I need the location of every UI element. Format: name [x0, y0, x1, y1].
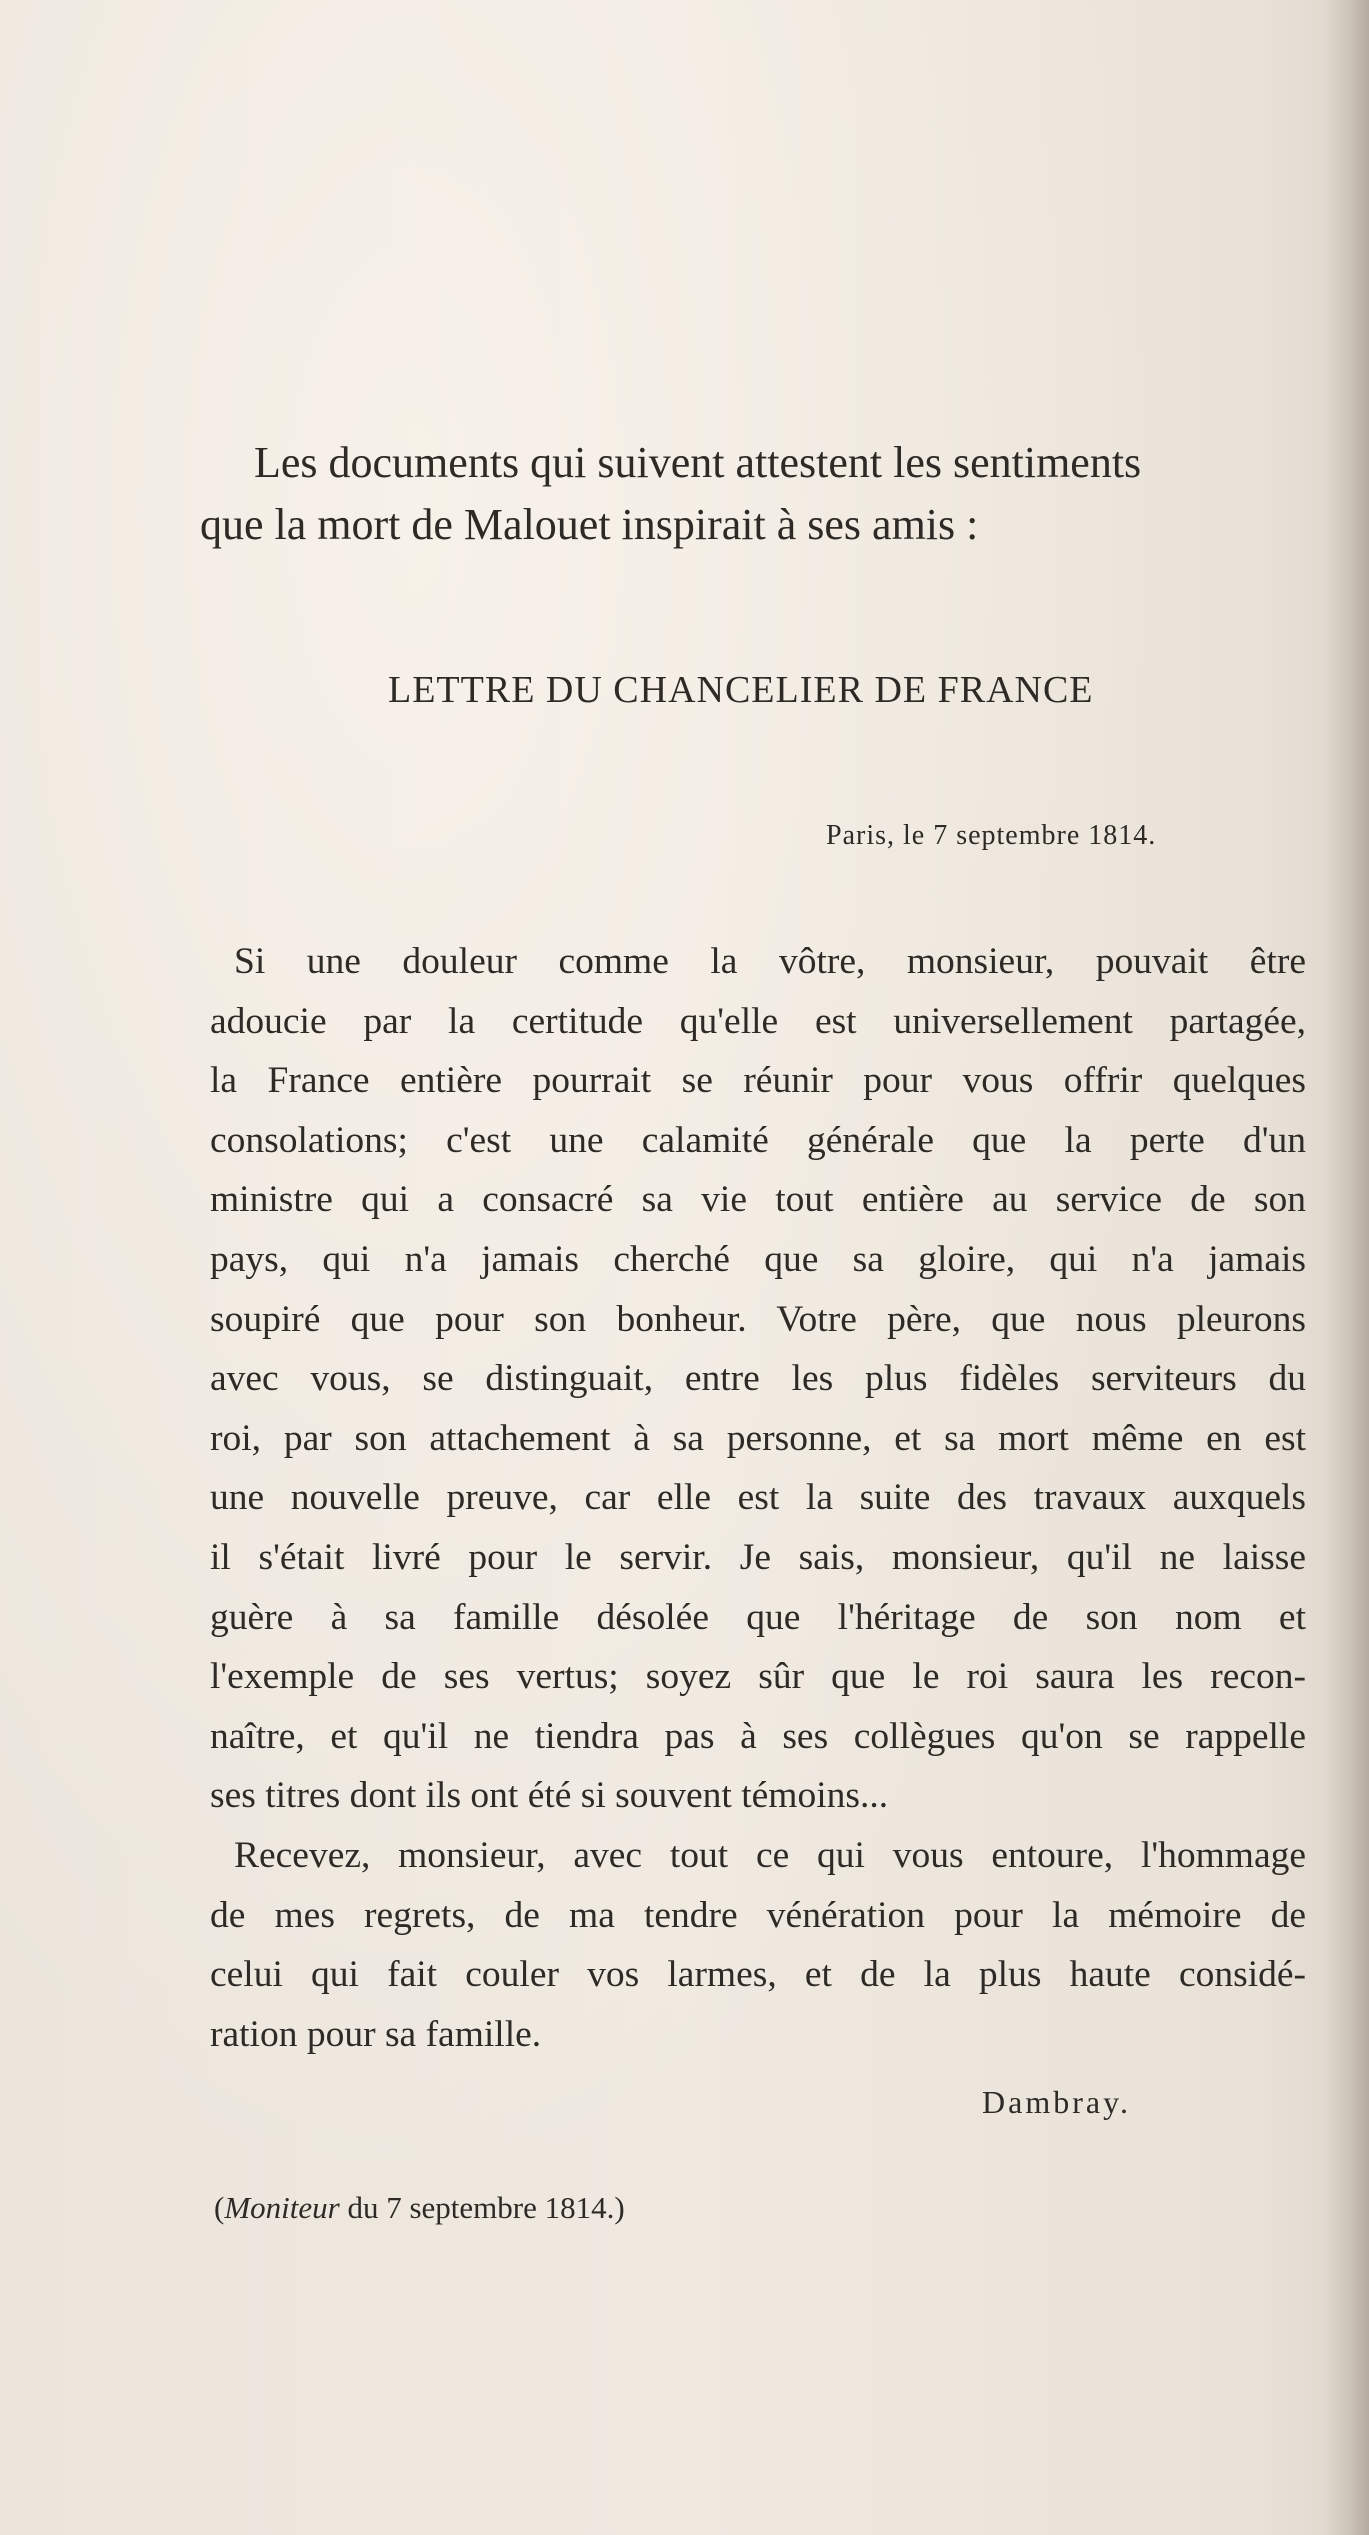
- intro-paragraph: [200, 432, 1300, 556]
- source-citation: [214, 2190, 625, 2226]
- letter-signature: Dambray.: [982, 2084, 1131, 2120]
- letter-body: [210, 932, 1306, 2064]
- letter-line: Si une douleur comme la vôtre, monsieur, pouvait être: [234, 941, 1306, 982]
- intro-line: Les documents qui suivent attestent les sentiments: [254, 438, 1142, 487]
- letter-line: naître, et qu'il ne tiendra pas à ses collègues qu'on se rappelle: [210, 1715, 1306, 1757]
- letter-dateline: Paris, le 7 septembre 1814.: [826, 820, 1157, 851]
- letter-line: ses titres dont ils ont été si souvent témoins...: [210, 1775, 889, 1817]
- source-rest: du 7 septembre 1814.): [339, 2190, 625, 2225]
- letter-line: consolations; c'est une calamité générale que la perte d'un: [210, 1119, 1306, 1161]
- letter-line: adoucie par la certitude qu'elle est universellement partagée,: [210, 1000, 1306, 1042]
- letter-line: roi, par son attachement à sa personne, et sa mort même en est: [210, 1417, 1306, 1459]
- letter-line: la France entière pourrait se réunir pour vous offrir quelques: [210, 1060, 1306, 1102]
- page-gutter-shadow: [1325, 0, 1369, 2535]
- letter-line: il s'était livré pour le servir. Je sais, monsieur, qu'il ne laisse: [210, 1536, 1306, 1578]
- letter-line: de mes regrets, de ma tendre vénération pour la mémoire de: [210, 1894, 1306, 1936]
- letter-line: ministre qui a consacré sa vie tout entière au service de son: [210, 1179, 1306, 1221]
- source-title: Moniteur: [224, 2190, 340, 2225]
- letter-heading: LETTRE DU CHANCELIER DE FRANCE: [388, 669, 1094, 711]
- letter-line: Recevez, monsieur, avec tout ce qui vous entoure, l'hommage: [234, 1834, 1306, 1876]
- intro-line: que la mort de Malouet inspirait à ses amis :: [200, 500, 979, 549]
- letter-line: guère à sa famille désolée que l'héritage de son nom et: [210, 1596, 1306, 1638]
- source-open: (: [214, 2190, 225, 2225]
- letter-line: avec vous, se distinguait, entre les plus fidèles serviteurs du: [210, 1358, 1306, 1400]
- letter-line: soupiré que pour son bonheur. Votre père, que nous pleurons: [210, 1298, 1306, 1340]
- letter-line: une nouvelle preuve, car elle est la suite des travaux auxquels: [210, 1477, 1306, 1519]
- letter-line: celui qui fait couler vos larmes, et de la plus haute considé-: [210, 1954, 1306, 1996]
- letter-line: ration pour sa famille.: [210, 2013, 542, 2055]
- letter-line: pays, qui n'a jamais cherché que sa gloire, qui n'a jamais: [210, 1238, 1306, 1280]
- letter-line: l'exemple de ses vertus; soyez sûr que le roi saura les recon-: [210, 1656, 1306, 1698]
